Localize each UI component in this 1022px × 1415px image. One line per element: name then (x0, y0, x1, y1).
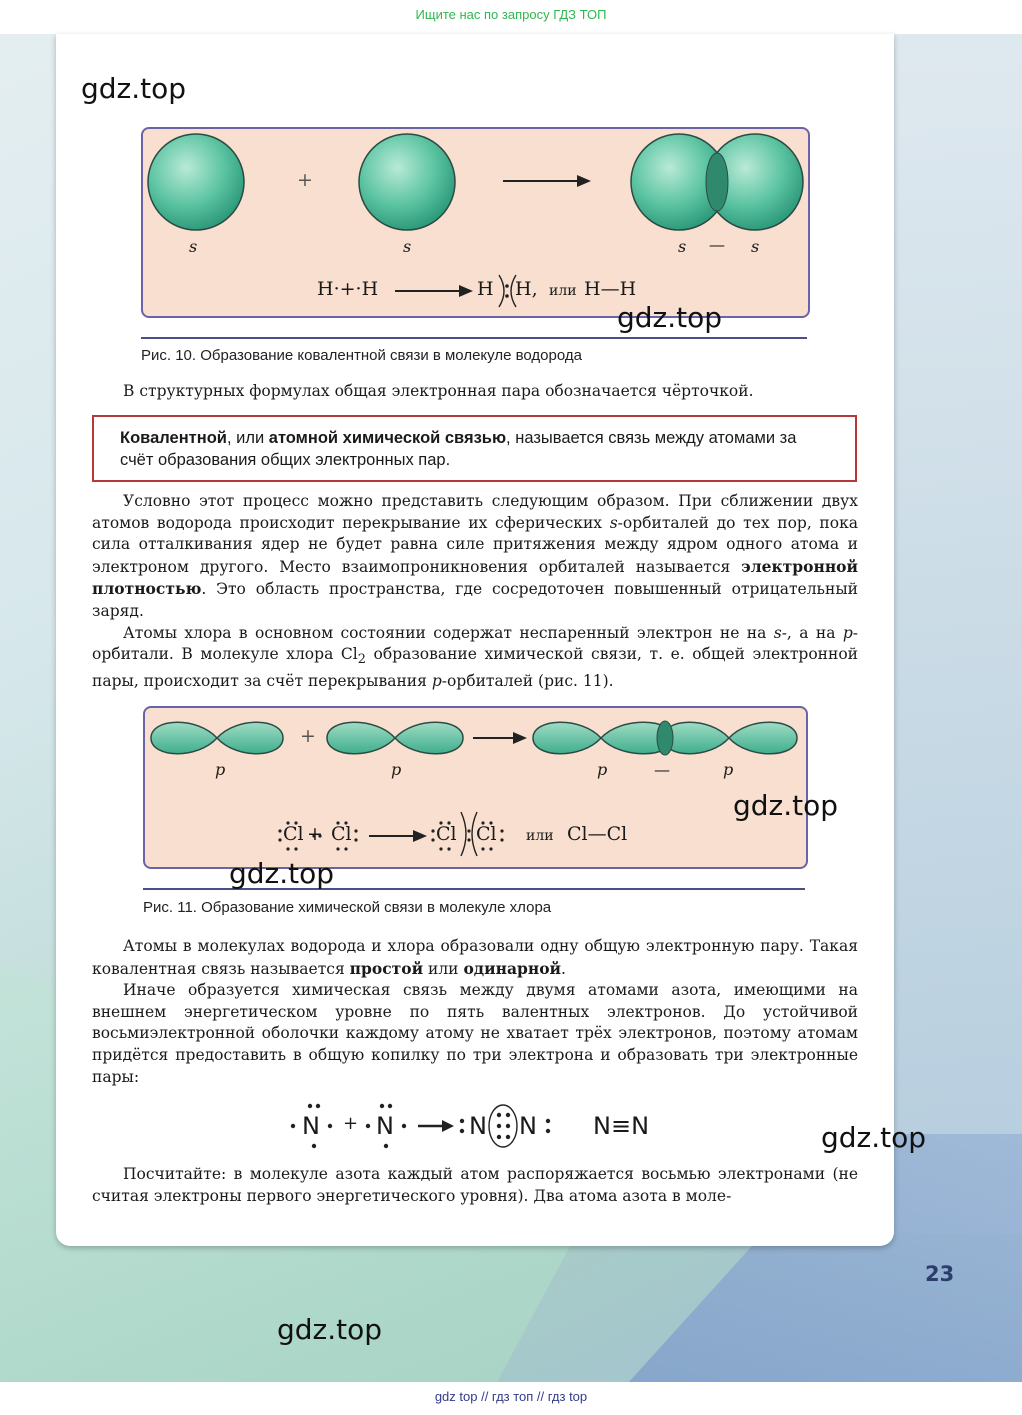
p-orbital (663, 722, 797, 754)
text-run: . Это область пространства, где сосредоточен повышенный отрицательный заряд. (92, 580, 858, 620)
bond-dash: — (709, 235, 725, 254)
paragraph-text: Иначе образуется химическая связь между двумя атомами азота, имеющими на внешнем энергетическом уровне по пять валентных электронов. До устойчивой восьмиэлектронной оболочки каждому атому не хватает трёх электронов, поэтому атомам придётся предоставить в общую копилку по три электрона и образовать три электронные пары: (92, 981, 858, 1086)
arrow-head (413, 830, 427, 842)
bond-dash: — (654, 760, 670, 779)
or-word: или (549, 283, 577, 299)
orbital-label: p (723, 760, 734, 779)
top-search-banner: Ищите нас по запросу ГДЗ ТОП (0, 0, 1022, 34)
paragraph-text: Посчитайте: в молекуле азота каждый атом распоряжается восьмью электронами (не считая электроны первого энергетического уровня). Два атома азота в моле- (92, 1165, 858, 1205)
definition-text: , или (226, 429, 269, 447)
orbital-label: s (751, 237, 760, 256)
nitrogen-atom-symbol: N (376, 1112, 394, 1140)
plus-sign: + (300, 725, 316, 747)
chlorine-structural-formula: Cl—Cl (567, 823, 628, 845)
figure-11-panel (143, 706, 808, 869)
s-orbital-sphere (359, 134, 455, 230)
text-run: p (431, 671, 442, 690)
subscript: 2 (357, 652, 366, 668)
watermark: gdz.top (733, 789, 839, 822)
p-orbital (151, 722, 283, 754)
hydrogen-structural-formula: H—H (584, 278, 637, 300)
electron-dot (505, 284, 509, 288)
orbital-label: s (403, 237, 412, 256)
arrow-head (442, 1120, 454, 1132)
orbital-label: p (215, 760, 226, 779)
bottom-links-banner: gdz top // гдз топ // гдз top (0, 1382, 1022, 1415)
paragraph (92, 491, 858, 692)
nitrogen-structural-formula: N≡N (593, 1112, 650, 1140)
text-run: p (842, 623, 853, 642)
nitrogen-atom-symbol: N (519, 1112, 537, 1140)
arrow-head (577, 175, 591, 187)
shared-electron-pairs-oval (489, 1105, 517, 1147)
hydrogen-orbitals-diagram (143, 129, 808, 316)
chlorine-atom-symbol: Cl (476, 823, 497, 845)
nitrogen-bond-scheme (280, 1100, 680, 1152)
figure-10-underline (141, 337, 807, 339)
p-orbital (533, 722, 673, 754)
p-orbital (327, 722, 463, 754)
arrow-head (513, 732, 527, 744)
plus-sign: + (297, 169, 313, 191)
paragraph-text (92, 623, 858, 693)
text-run: или (423, 959, 464, 978)
orbital-overlap-region (706, 153, 728, 211)
arrow-head (459, 285, 473, 297)
text-run: образование химической связи, т. е. общей электронной пары, происходит за счёт перекрывания (92, 645, 858, 690)
hydrogen-atom-symbol: H (477, 278, 494, 300)
bold-term: простой (349, 958, 424, 978)
text-run: -орбиталей до тех пор, пока сила отталкивания ядер не будет равна силе притяжения между ядром одного атома и электроном другого. Место взаимопроникновения орбиталей называется (92, 513, 859, 576)
paragraph-text: В структурных формулах общая электронная пара обозначается чёрточкой. (123, 382, 754, 400)
electron-pair-bracket (499, 275, 504, 307)
paragraph-text (92, 491, 858, 623)
paragraph (92, 381, 858, 403)
text-run: s (609, 513, 618, 532)
definition-box (92, 415, 857, 482)
orbital-label: s (678, 237, 687, 256)
electron-pair-bracket (461, 812, 466, 856)
bold-term: электронной плотностью (92, 556, 858, 599)
text-run: Атомы хлора в основном состоянии содержат неспаренный электрон не на (123, 623, 774, 642)
text-run: s (773, 623, 782, 642)
chlorine-atom-symbol: Cl (283, 823, 304, 845)
text-run: Атомы в молекулах водорода и хлора образовали одну общую электронную пару. Такая ковалентная связь называется (92, 937, 858, 978)
watermark: gdz.top (617, 301, 723, 334)
paragraph (92, 1164, 858, 1207)
s-orbital-sphere (148, 134, 244, 230)
plus-sign: + (307, 823, 323, 845)
nitrogen-atom-symbol: N (469, 1112, 487, 1140)
electron-dot (505, 294, 509, 298)
page-number: 23 (925, 1262, 955, 1286)
text-run: -орбитали. В молекуле хлора Cl (92, 623, 859, 664)
orbital-label: p (391, 760, 402, 779)
text-run: Условно этот процесс можно представить следующим образом. При сближении двух атомов водорода происходит перекрывание их сферических (92, 492, 858, 532)
bold-term: одинарной (463, 958, 562, 978)
nitrogen-atom-symbol: N (302, 1112, 320, 1140)
plus-sign: + (343, 1113, 359, 1134)
hydrogen-equation-left: H·+·H (317, 278, 379, 300)
text-run: -, а на (781, 623, 843, 642)
watermark: gdz.top (81, 72, 187, 105)
definition-text: , называется связь между атомами за счёт образования общих электронных пар. (120, 429, 797, 469)
text-run: -орбиталей (рис. 11). (441, 671, 614, 690)
text-run: . (561, 959, 566, 978)
orbital-label: s (189, 237, 198, 256)
paragraph-text (92, 936, 858, 980)
chlorine-atom-symbol: Cl (331, 823, 352, 845)
figure-11-caption: Рис. 11. Образование химической связи в молекуле хлора (143, 899, 552, 916)
or-word: или (526, 828, 554, 844)
defined-term: Ковалентной (120, 429, 227, 447)
watermark: gdz.top (821, 1121, 927, 1154)
chlorine-atom-symbol: Cl (436, 823, 457, 845)
watermark: gdz.top (229, 857, 335, 890)
defined-term: атомной химической связью (268, 429, 507, 447)
orbital-overlap-region (657, 721, 673, 755)
figure-10-panel (141, 127, 810, 318)
background-shape (880, 34, 1022, 1234)
figure-10-caption: Рис. 10. Образование ковалентной связи в молекуле водорода (141, 347, 582, 364)
watermark: gdz.top (277, 1313, 383, 1346)
paragraph (92, 936, 858, 1088)
orbital-label: p (597, 760, 608, 779)
hydrogen-atom-symbol: H, (515, 278, 538, 300)
